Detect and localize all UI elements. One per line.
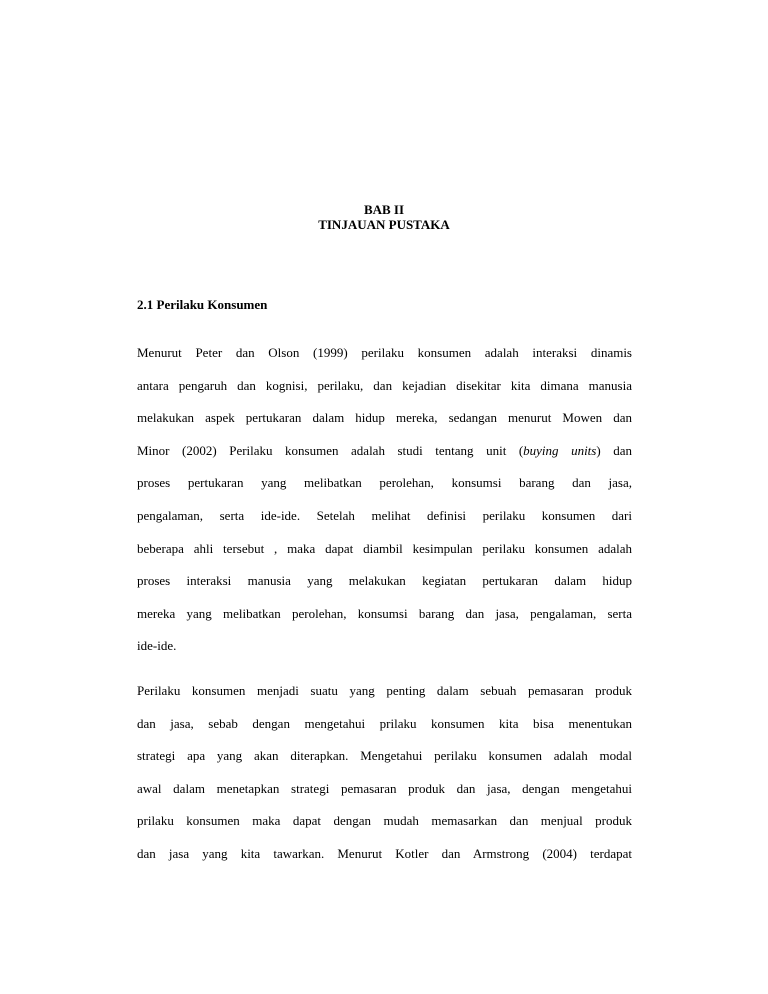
chapter-title: TINJAUAN PUSTAKA <box>318 217 450 232</box>
paragraph-line: antara pengaruh dan kognisi, perilaku, dan kejadian disekitar kita dimana manusia <box>137 377 632 393</box>
section-heading: 2.1 Perilaku Konsumen <box>137 297 268 312</box>
text-segment: Minor (2002) Perilaku konsumen adalah studi tentang unit ( <box>137 442 524 458</box>
paragraph-line-with-italic <box>137 435 632 468</box>
chapter-number: BAB II <box>363 202 405 217</box>
paragraph-line: mereka yang melibatkan perolehan, konsumsi barang dan jasa, pengalaman, serta <box>137 605 632 621</box>
paragraph-line: strategi apa yang akan diterapkan. Mengetahui perilaku konsumen adalah modal <box>137 748 632 764</box>
paragraph-perilaku-konsumen-definition <box>137 337 632 663</box>
paragraph-importance-of-consumer-behavior <box>137 675 632 871</box>
paragraph-line: Perilaku konsumen menjadi suatu yang penting dalam sebuah pemasaran produk <box>137 683 632 698</box>
paragraph-line: dan jasa, sebab dengan mengetahui prilaku konsumen kita bisa menentukan <box>137 715 632 731</box>
paragraph-line: pengalaman, serta ide-ide. Setelah melihat definisi perilaku konsumen dari <box>137 507 632 523</box>
text-segment: ) dan <box>596 442 632 458</box>
italic-term: buying units <box>523 442 597 458</box>
paragraph-line: ide-ide. <box>137 638 177 654</box>
paragraph-line: Menurut Peter dan Olson (1999) perilaku konsumen adalah interaksi dinamis <box>137 345 632 360</box>
paragraph-line: melakukan aspek pertukaran dalam hidup mereka, sedangan menurut Mowen dan <box>137 410 632 426</box>
paragraph-line: beberapa ahli tersebut , maka dapat diambil kesimpulan perilaku konsumen adalah <box>137 540 632 556</box>
paragraph-line: dan jasa yang kita tawarkan. Menurut Kotler dan Armstrong (2004) terdapat <box>137 845 632 861</box>
paragraph-line: proses pertukaran yang melibatkan perolehan, konsumsi barang dan jasa, <box>137 475 632 491</box>
paragraph-line: prilaku konsumen maka dapat dengan mudah memasarkan dan menjual produk <box>137 813 632 829</box>
paragraph-line: awal dalam menetapkan strategi pemasaran produk dan jasa, dengan mengetahui <box>137 780 632 796</box>
paragraph-line: proses interaksi manusia yang melakukan kegiatan pertukaran dalam hidup <box>137 573 632 589</box>
